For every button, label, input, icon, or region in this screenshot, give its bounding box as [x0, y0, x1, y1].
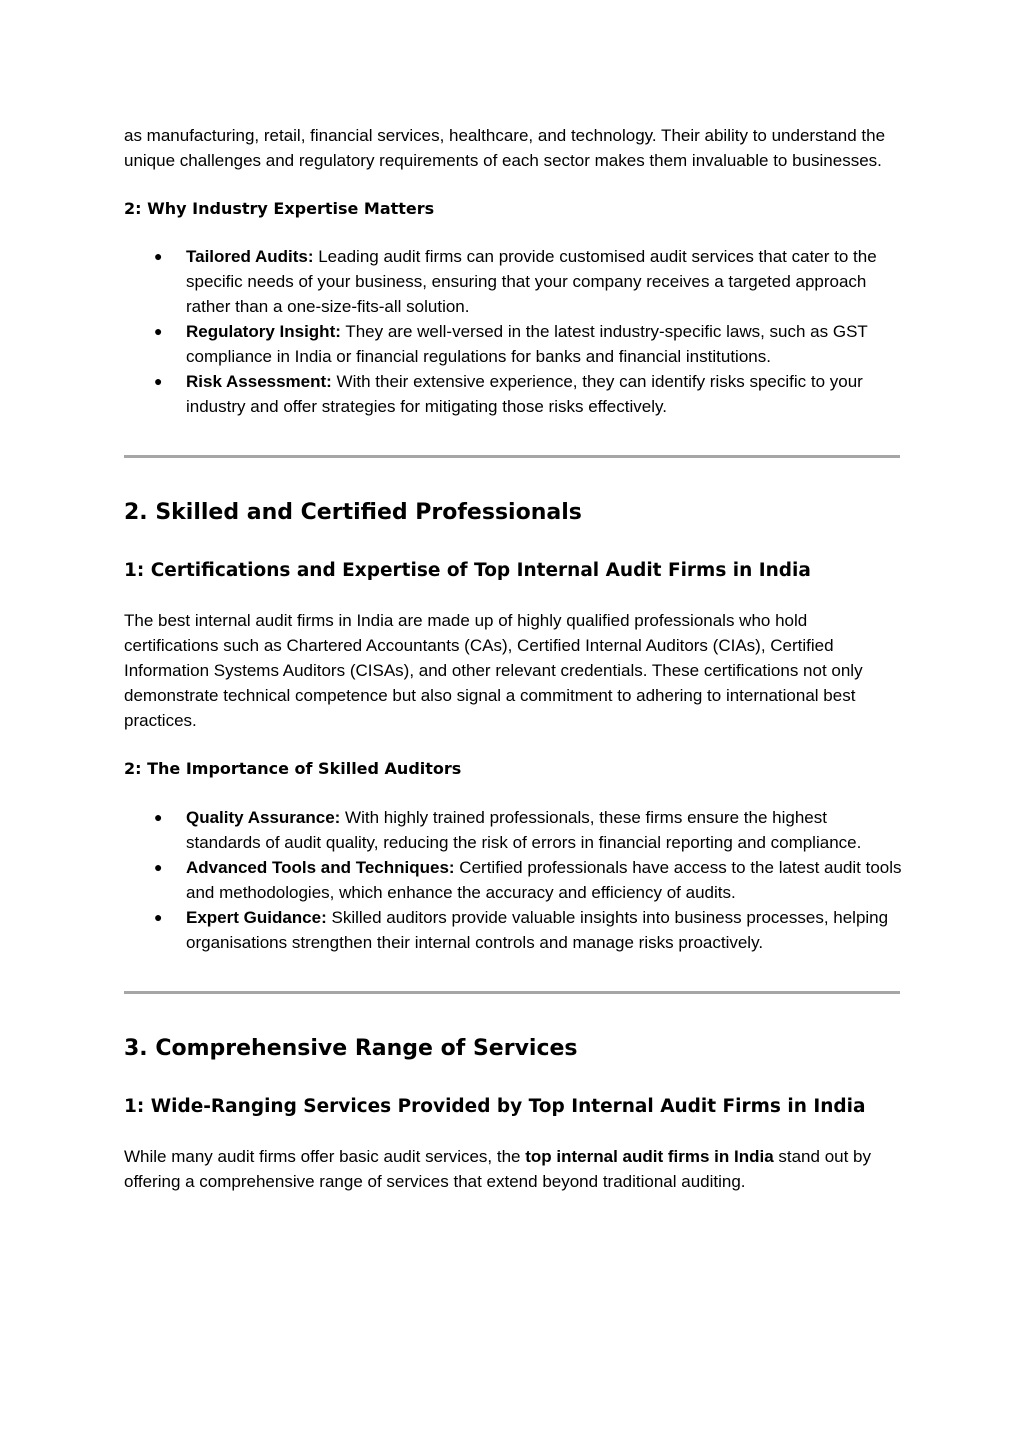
certifications-paragraph: The best internal audit firms in India are made up of highly qualified professionals who hold certifications such as Chartered Accountants (CAs), Certified Internal Auditors (CIAs), Certified Information Systems Auditors (CISAs), and other relevant credentials. These certifications not only demonstrate technical competence but also signal a commitment to adhering to international best practices.	[124, 611, 863, 730]
list-item	[124, 244, 906, 319]
list-item	[124, 319, 906, 369]
bullet-term: Advanced Tools and Techniques:	[186, 858, 455, 877]
bullet-icon: ●	[154, 809, 163, 825]
services-text-start: While many audit firms offer basic audit services, the	[124, 1147, 526, 1166]
bullet-text: Certified professionals have access to the latest audit tools and methodologies, which enhance the accuracy and efficiency of audits.	[186, 858, 902, 902]
bullet-text: With their extensive experience, they can identify risks specific to your industry and offer strategies for mitigating those risks effectively.	[186, 372, 863, 416]
wide-ranging-services-heading: 1: Wide-Ranging Services Provided by Top Internal Audit Firms in India	[124, 1096, 866, 1117]
industry-expertise-list	[124, 244, 906, 419]
list-item	[124, 905, 906, 955]
bullet-icon: ●	[154, 248, 163, 264]
bullet-text: Leading audit firms can provide customised audit services that cater to the specific needs of your business, ensuring that your company receives a targeted approach rather than a one-size-fits-all solution.	[186, 247, 877, 316]
section-3-heading: 3. Comprehensive Range of Services	[124, 1036, 578, 1061]
bullet-icon: ●	[154, 859, 163, 875]
certifications-heading: 1: Certifications and Expertise of Top Internal Audit Firms in India	[124, 560, 811, 581]
bullet-term: Quality Assurance:	[186, 808, 341, 827]
bullet-term: Risk Assessment:	[186, 372, 332, 391]
section-divider	[124, 991, 900, 994]
section-2-heading: 2. Skilled and Certified Professionals	[124, 500, 582, 525]
bullet-term: Tailored Audits:	[186, 247, 314, 266]
bullet-icon: ●	[154, 373, 163, 389]
list-item	[124, 855, 906, 905]
services-text-end: stand out by offering a comprehensive range of services that extend beyond traditional auditing.	[124, 1147, 871, 1191]
list-item	[124, 805, 906, 855]
skilled-auditors-heading: 2: The Importance of Skilled Auditors	[124, 759, 462, 778]
bullet-text: With highly trained professionals, these firms ensure the highest standards of audit quality, reducing the risk of errors in financial reporting and compliance.	[186, 808, 862, 852]
document-page	[124, 123, 906, 1194]
why-industry-expertise-heading: 2: Why Industry Expertise Matters	[124, 199, 435, 218]
intro-paragraph: as manufacturing, retail, financial services, healthcare, and technology. Their ability to understand the unique challenges and regulatory requirements of each sector makes them invaluable to businesses.	[124, 126, 886, 170]
list-item	[124, 369, 906, 419]
services-text-bold: top internal audit firms in India	[525, 1147, 774, 1166]
services-paragraph	[124, 1144, 906, 1194]
section-divider	[124, 455, 900, 458]
bullet-term: Expert Guidance:	[186, 908, 327, 927]
bullet-term: Regulatory Insight:	[186, 322, 341, 341]
bullet-icon: ●	[154, 323, 163, 339]
skilled-auditors-list	[124, 805, 906, 955]
bullet-icon: ●	[154, 909, 163, 925]
bullet-text: They are well-versed in the latest industry-specific laws, such as GST compliance in India or financial regulations for banks and financial institutions.	[186, 322, 868, 366]
bullet-text: Skilled auditors provide valuable insights into business processes, helping organisations strengthen their internal controls and manage risks proactively.	[186, 908, 889, 952]
